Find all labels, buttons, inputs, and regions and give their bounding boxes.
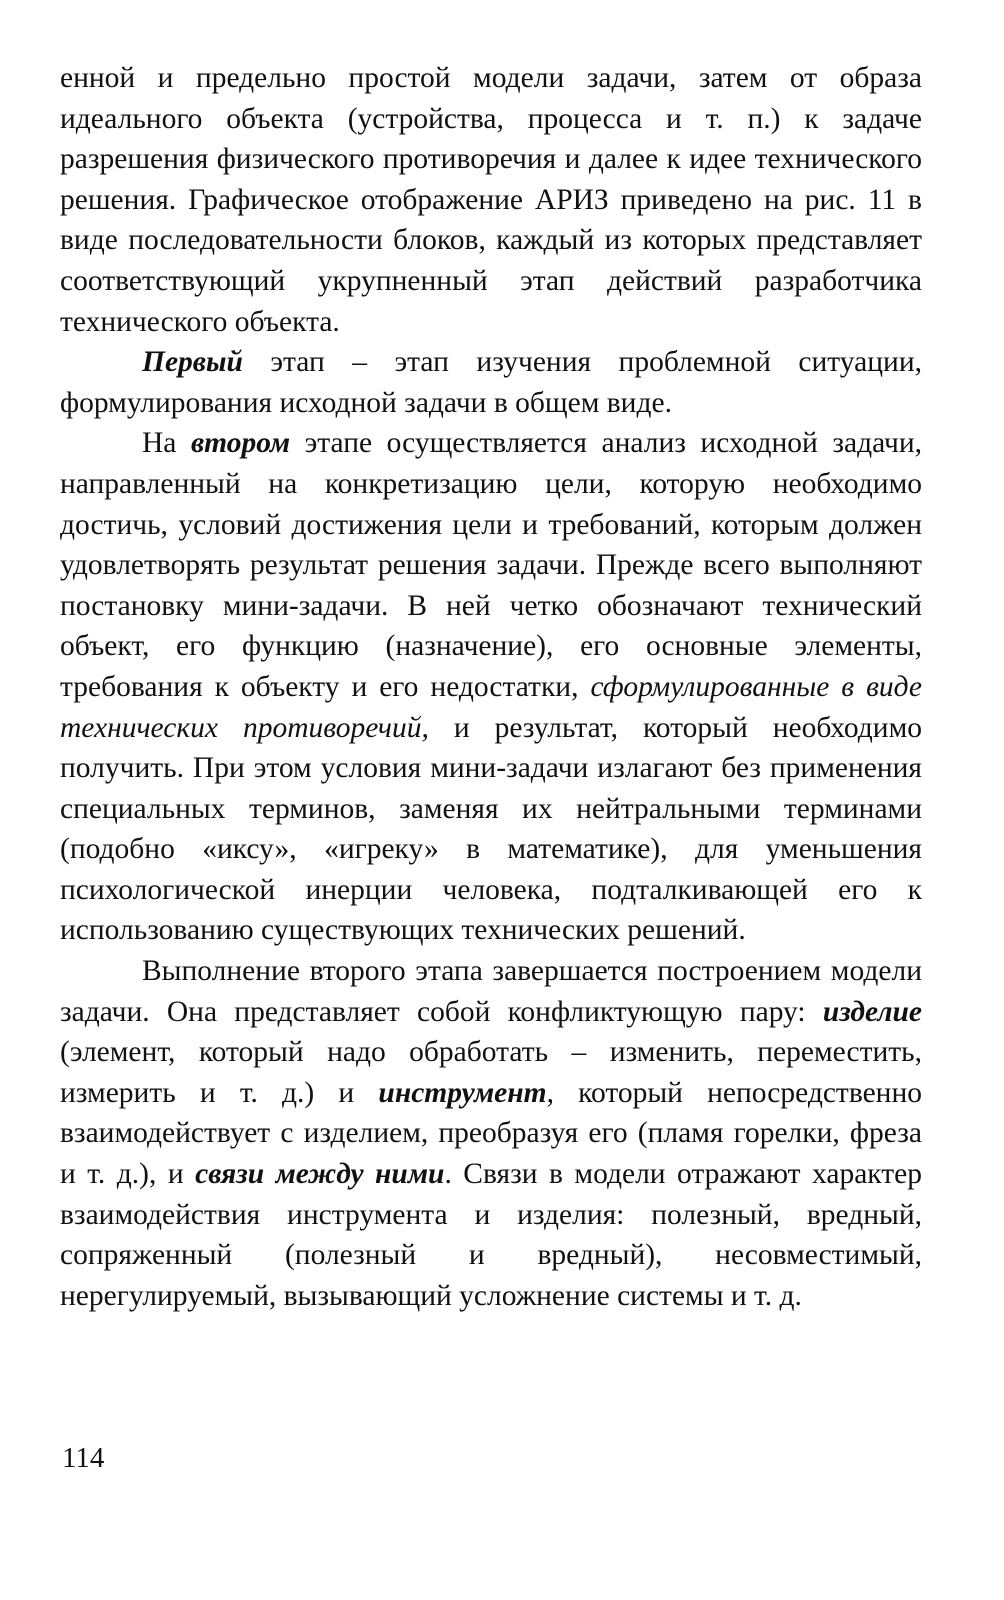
- paragraph-first-stage: [60, 342, 922, 423]
- page-body: [60, 58, 922, 1316]
- paragraph-second-stage: [60, 423, 922, 951]
- paragraph-second-stage-text-a: На: [142, 427, 191, 460]
- emphasis-first: Первый: [142, 346, 243, 379]
- paragraph-second-stage-text-b: этапе осуществляется анализ исходной задачи, направленный на конкретизацию цели, которую необходимо достичь, условий достижения цели и требований, которым должен удовлетворять результат решения задачи. Прежде всего выполняют постановку мини-задачи. В ней четко обозначают технический объект, его функцию (назначение), его основные элементы, требования к объекту и его недостатки,: [60, 427, 922, 703]
- emphasis-tool: инструмент: [378, 1076, 547, 1109]
- paragraph-second-stage-text-c: и результат, который необходимо получить. При этом условия мини-задачи излагают без применения специальных терминов, заменяя их нейтральными терминами (подобно «иксу», «игреку» в математике), для уменьшения психологической инерции человека, подталкивающей его к использованию существующих технических решений.: [60, 711, 922, 947]
- paragraph-model-text-c: , который непосредственно взаимодействует с изделием, преобразуя его (пламя горелки, фреза и т. д.), и: [60, 1076, 922, 1191]
- paragraph-model-text-b: (элемент, который надо обработать – изменить, переместить, измерить и т. д.) и: [60, 1036, 922, 1109]
- page-number: 114: [62, 1442, 105, 1474]
- paragraph-first-stage-text: этап – этап изучения проблемной ситуации, формулирования исходной задачи в общем виде.: [60, 346, 922, 419]
- paragraph-model-text-a: Выполнение второго этапа завершается построением модели задачи. Она представляет собой конфликтующую пару:: [60, 955, 922, 1028]
- italic-contradictions: сформулированные в виде технических противоречий,: [60, 670, 923, 744]
- emphasis-second: втором: [190, 427, 291, 460]
- paragraph-intro: [60, 58, 922, 342]
- emphasis-product: изделие: [822, 995, 922, 1028]
- emphasis-links: связи между ними: [195, 1158, 445, 1191]
- paragraph-model-text-d: . Связи в модели отражают характер взаимодействия инструмента и изделия: полезный, вредный, сопряженный (полезный и вредный), несовместимый, нерегулируемый, вызывающий усложнение системы и т. д.: [60, 1158, 922, 1312]
- paragraph-intro-text: енной и предельно простой модели задачи, затем от образа идеального объекта (устройства, процесса и т. п.) к задаче разрешения физического противоречия и далее к идее технического решения. Графическое отображение АРИЗ приведено на рис. 11 в виде последовательности блоков, каждый из которых представляет соответствующий укрупненный этап действий разработчика технического объекта.: [60, 62, 922, 338]
- paragraph-model: [60, 951, 922, 1316]
